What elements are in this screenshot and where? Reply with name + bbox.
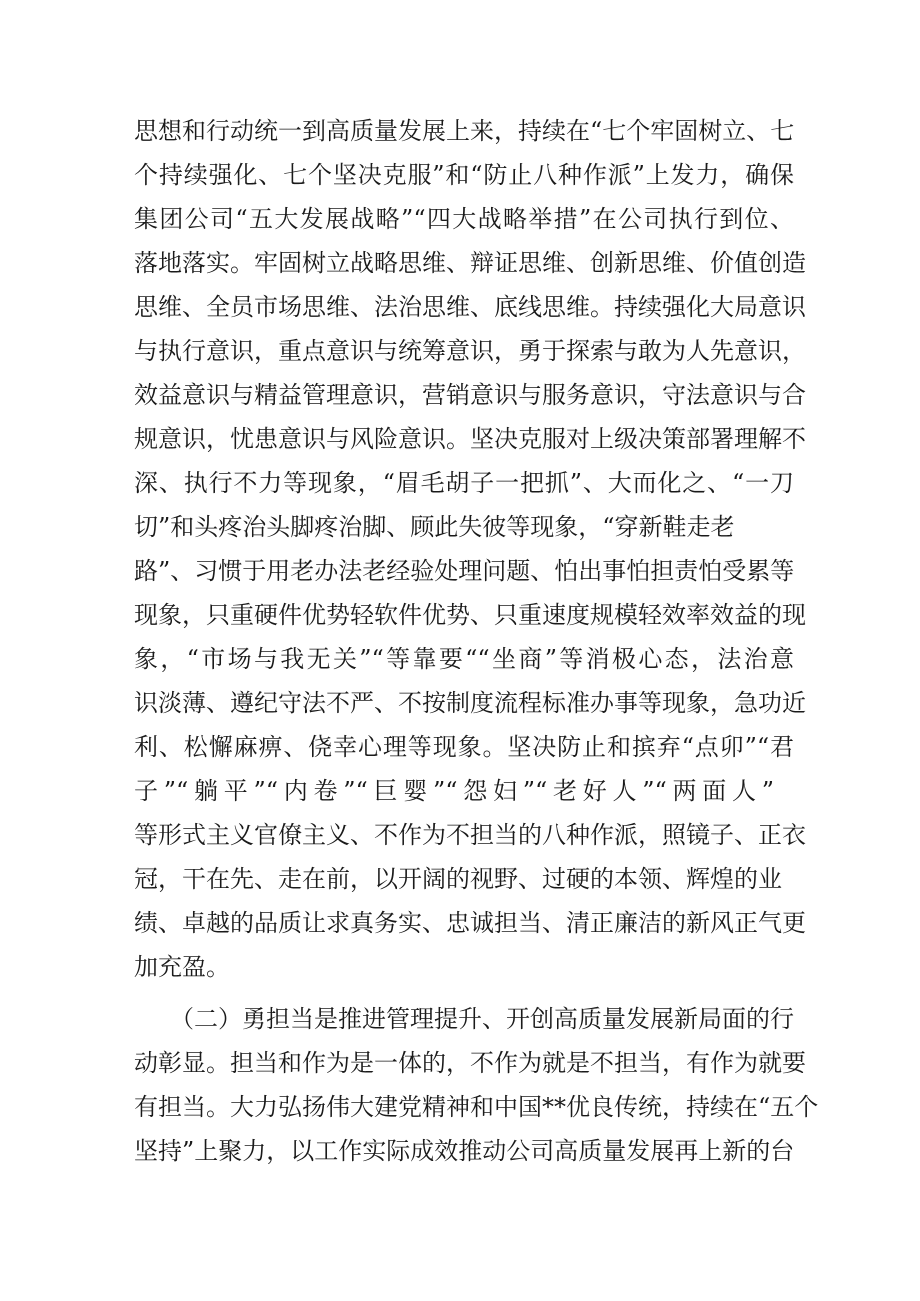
text-line: 等形式主义官僚主义、不作为不担当的八种作派，照镜子、正衣 (134, 821, 806, 849)
text-line: 动彰显。担当和作为是一体的，不作为就是不担当，有作为就要 (134, 1049, 806, 1077)
text-line: 落地落实。牢固树立战略思维、辩证思维、创新思维、价值创造 (134, 249, 806, 277)
text-line: 思想和行动统一到高质量发展上来，持续在“七个牢固树立、七 (134, 117, 795, 145)
text-line: 识淡薄、遵纪守法不严、不按制度流程标准办事等现象，急功近 (134, 689, 806, 717)
text-line: 利、松懈麻痹、侥幸心理等现象。坚决防止和摈弃“点卯”“君 (134, 733, 794, 761)
text-line: 思维、全员市场思维、法治思维、底线思维。持续强化大局意识 (134, 293, 806, 321)
text-line: 现象，只重硬件优势轻软件优势、只重速度规模轻效率效益的现 (134, 601, 806, 629)
text-line: 个持续强化、七个坚决克服”和“防止八种作派”上发力，确保 (134, 161, 794, 189)
text-line: 与执行意识，重点意识与统筹意识，勇于探索与敢为人先意识， (134, 337, 806, 365)
text-line: 切”和头疼治头脚疼治脚、顾此失彼等现象，“穿新鞋走老 (134, 513, 735, 541)
text-line: 绩、卓越的品质让求真务实、忠诚担当、清正廉洁的新风正气更 (134, 909, 806, 937)
text-line: 集团公司“五大发展战略”“四大战略举措”在公司执行到位、 (134, 205, 794, 233)
text-line: 规意识，忧患意识与风险意识。坚决克服对上级决策部署理解不 (134, 425, 806, 453)
text-line: 坚持”上聚力，以工作实际成效推动公司高质量发展再上新的台 (134, 1137, 795, 1165)
text-line: 加充盈。 (134, 953, 230, 981)
text-line: 路”、习惯于用老办法老经验处理问题、怕出事怕担责怕受累等 (134, 557, 795, 585)
text-line: 象，“市场与我无关”“等靠要““坐商”等消极心态，法治意 (134, 645, 794, 673)
text-line: 有担当。大力弘扬伟大建党精神和中国**优良传统，持续在“五个 (134, 1093, 819, 1121)
text-line: 效益意识与精益管理意识，营销意识与服务意识，守法意识与合 (134, 381, 806, 409)
text-line: （二）勇担当是推进管理提升、开创高质量发展新局面的行 (134, 1005, 794, 1033)
text-line: 深、执行不力等现象，“眉毛胡子一把抓”、大而化之、“一刀 (134, 469, 794, 497)
text-line: 子”“躺平”“内卷”“巨婴”“怨妇”“老好人”“两面人” (134, 777, 774, 805)
text-line: 冠，干在先、走在前，以开阔的视野、过硬的本领、辉煌的业 (134, 865, 782, 893)
